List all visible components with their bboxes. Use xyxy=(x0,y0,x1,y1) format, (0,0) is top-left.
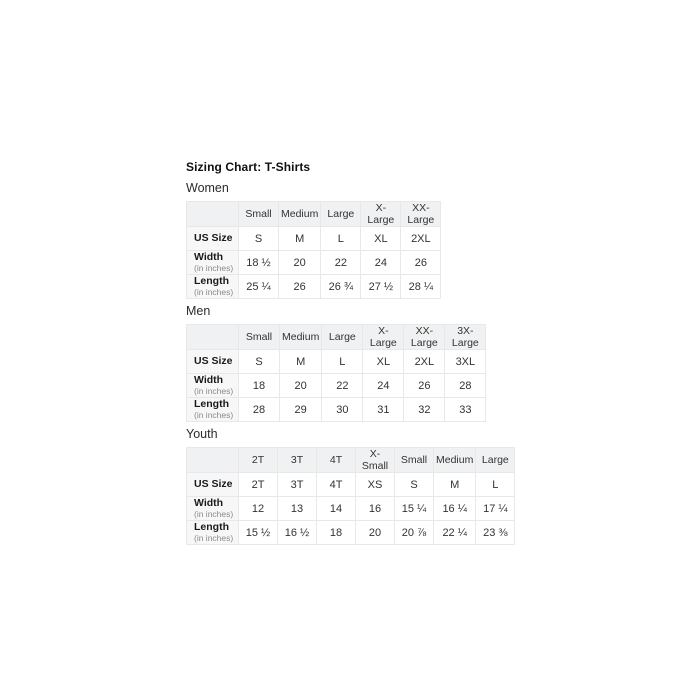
size-value-cell: 25 ¼ xyxy=(239,275,279,299)
table-row xyxy=(187,275,441,299)
size-value-cell: 16 ½ xyxy=(278,521,317,545)
size-value-cell: 3XL xyxy=(445,350,486,374)
table-row xyxy=(187,251,441,275)
table-row xyxy=(187,473,515,497)
size-value-cell: 22 xyxy=(321,251,361,275)
column-header: Small xyxy=(395,448,434,473)
table-row xyxy=(187,227,441,251)
column-header: Small xyxy=(239,202,279,227)
size-value-cell: S xyxy=(239,227,279,251)
size-value-cell: XL xyxy=(361,227,401,251)
row-label xyxy=(187,227,239,251)
column-header: X-Small xyxy=(356,448,395,473)
column-header: X-Large xyxy=(361,202,401,227)
size-value-cell: 29 xyxy=(280,398,322,422)
youth-size-table xyxy=(186,447,515,545)
row-label xyxy=(187,497,239,521)
row-label xyxy=(187,521,239,545)
table-row xyxy=(187,350,486,374)
corner-cell xyxy=(187,325,239,350)
size-value-cell: 4T xyxy=(317,473,356,497)
row-label xyxy=(187,473,239,497)
section-youth xyxy=(186,427,515,545)
size-value-cell: 22 ¼ xyxy=(434,521,476,545)
size-value-cell: 2T xyxy=(239,473,278,497)
column-header: X-Large xyxy=(363,325,404,350)
size-value-cell: 20 ⅞ xyxy=(395,521,434,545)
size-value-cell: XL xyxy=(363,350,404,374)
size-value-cell: 16 xyxy=(356,497,395,521)
row-label-unit: (in inches) xyxy=(194,509,234,519)
column-header: Medium xyxy=(434,448,476,473)
size-value-cell: L xyxy=(322,350,363,374)
section-title: Youth xyxy=(186,427,218,441)
section-women xyxy=(186,181,441,299)
size-value-cell: 16 ¼ xyxy=(434,497,476,521)
section-men xyxy=(186,304,486,422)
row-label xyxy=(187,374,239,398)
page-title: Sizing Chart: T-Shirts xyxy=(186,160,311,174)
size-value-cell: 2XL xyxy=(404,350,445,374)
row-label-unit: (in inches) xyxy=(194,263,234,273)
table-row xyxy=(187,374,486,398)
size-value-cell: 20 xyxy=(279,251,321,275)
row-label xyxy=(187,398,239,422)
column-header: 3X-Large xyxy=(445,325,486,350)
size-value-cell: 32 xyxy=(404,398,445,422)
row-label-text: Width xyxy=(194,251,224,263)
size-value-cell: L xyxy=(321,227,361,251)
row-label-unit: (in inches) xyxy=(194,386,234,396)
table-row xyxy=(187,497,515,521)
size-value-cell: 12 xyxy=(239,497,278,521)
size-value-cell: 27 ½ xyxy=(361,275,401,299)
size-value-cell: 26 xyxy=(279,275,321,299)
size-value-cell: 26 xyxy=(401,251,441,275)
row-label-unit: (in inches) xyxy=(194,287,234,297)
size-value-cell: 15 ¼ xyxy=(395,497,434,521)
size-value-cell: 23 ⅜ xyxy=(476,521,515,545)
row-label xyxy=(187,350,239,374)
size-value-cell: 30 xyxy=(322,398,363,422)
column-header: 4T xyxy=(317,448,356,473)
column-header: Large xyxy=(476,448,515,473)
header-row xyxy=(187,202,441,227)
size-value-cell: 13 xyxy=(278,497,317,521)
row-label-text: Length xyxy=(194,275,229,287)
size-value-cell: 28 xyxy=(445,374,486,398)
size-value-cell: M xyxy=(279,227,321,251)
size-value-cell: L xyxy=(476,473,515,497)
corner-cell xyxy=(187,202,239,227)
size-value-cell: 17 ¼ xyxy=(476,497,515,521)
row-label-unit: (in inches) xyxy=(194,410,234,420)
column-header: XX- Large xyxy=(401,202,441,227)
size-value-cell: 28 ¼ xyxy=(401,275,441,299)
row-label-unit: (in inches) xyxy=(194,533,234,543)
size-value-cell: 24 xyxy=(361,251,401,275)
size-value-cell: 20 xyxy=(280,374,322,398)
size-value-cell: 31 xyxy=(363,398,404,422)
section-title: Women xyxy=(186,181,229,195)
row-label-text: US Size xyxy=(194,355,233,367)
size-value-cell: 20 xyxy=(356,521,395,545)
size-value-cell: 24 xyxy=(363,374,404,398)
column-header: Medium xyxy=(280,325,322,350)
row-label xyxy=(187,275,239,299)
size-value-cell: S xyxy=(239,350,280,374)
size-value-cell: 28 xyxy=(239,398,280,422)
row-label-text: Width xyxy=(194,497,224,509)
size-value-cell: 33 xyxy=(445,398,486,422)
column-header: 2T xyxy=(239,448,278,473)
column-header: Large xyxy=(322,325,363,350)
size-value-cell: 26 xyxy=(404,374,445,398)
size-value-cell: 3T xyxy=(278,473,317,497)
header-row xyxy=(187,325,486,350)
table-row xyxy=(187,521,515,545)
row-label-text: Width xyxy=(194,374,224,386)
row-label-text: Length xyxy=(194,521,229,533)
row-label-text: US Size xyxy=(194,478,233,490)
corner-cell xyxy=(187,448,239,473)
column-header: XX- Large xyxy=(404,325,445,350)
row-label xyxy=(187,251,239,275)
column-header: Small xyxy=(239,325,280,350)
size-value-cell: M xyxy=(434,473,476,497)
size-value-cell: S xyxy=(395,473,434,497)
size-value-cell: 18 xyxy=(239,374,280,398)
column-header: Medium xyxy=(279,202,321,227)
column-header: Large xyxy=(321,202,361,227)
size-value-cell: 15 ½ xyxy=(239,521,278,545)
header-row xyxy=(187,448,515,473)
column-header: 3T xyxy=(278,448,317,473)
row-label-text: Length xyxy=(194,398,229,410)
women-size-table xyxy=(186,201,441,299)
size-value-cell: 14 xyxy=(317,497,356,521)
size-value-cell: 18 ½ xyxy=(239,251,279,275)
row-label-text: US Size xyxy=(194,232,233,244)
men-size-table xyxy=(186,324,486,422)
table-row xyxy=(187,398,486,422)
size-value-cell: 26 ¾ xyxy=(321,275,361,299)
size-value-cell: 18 xyxy=(317,521,356,545)
section-title: Men xyxy=(186,304,211,318)
size-value-cell: M xyxy=(280,350,322,374)
size-value-cell: 22 xyxy=(322,374,363,398)
size-value-cell: XS xyxy=(356,473,395,497)
size-value-cell: 2XL xyxy=(401,227,441,251)
